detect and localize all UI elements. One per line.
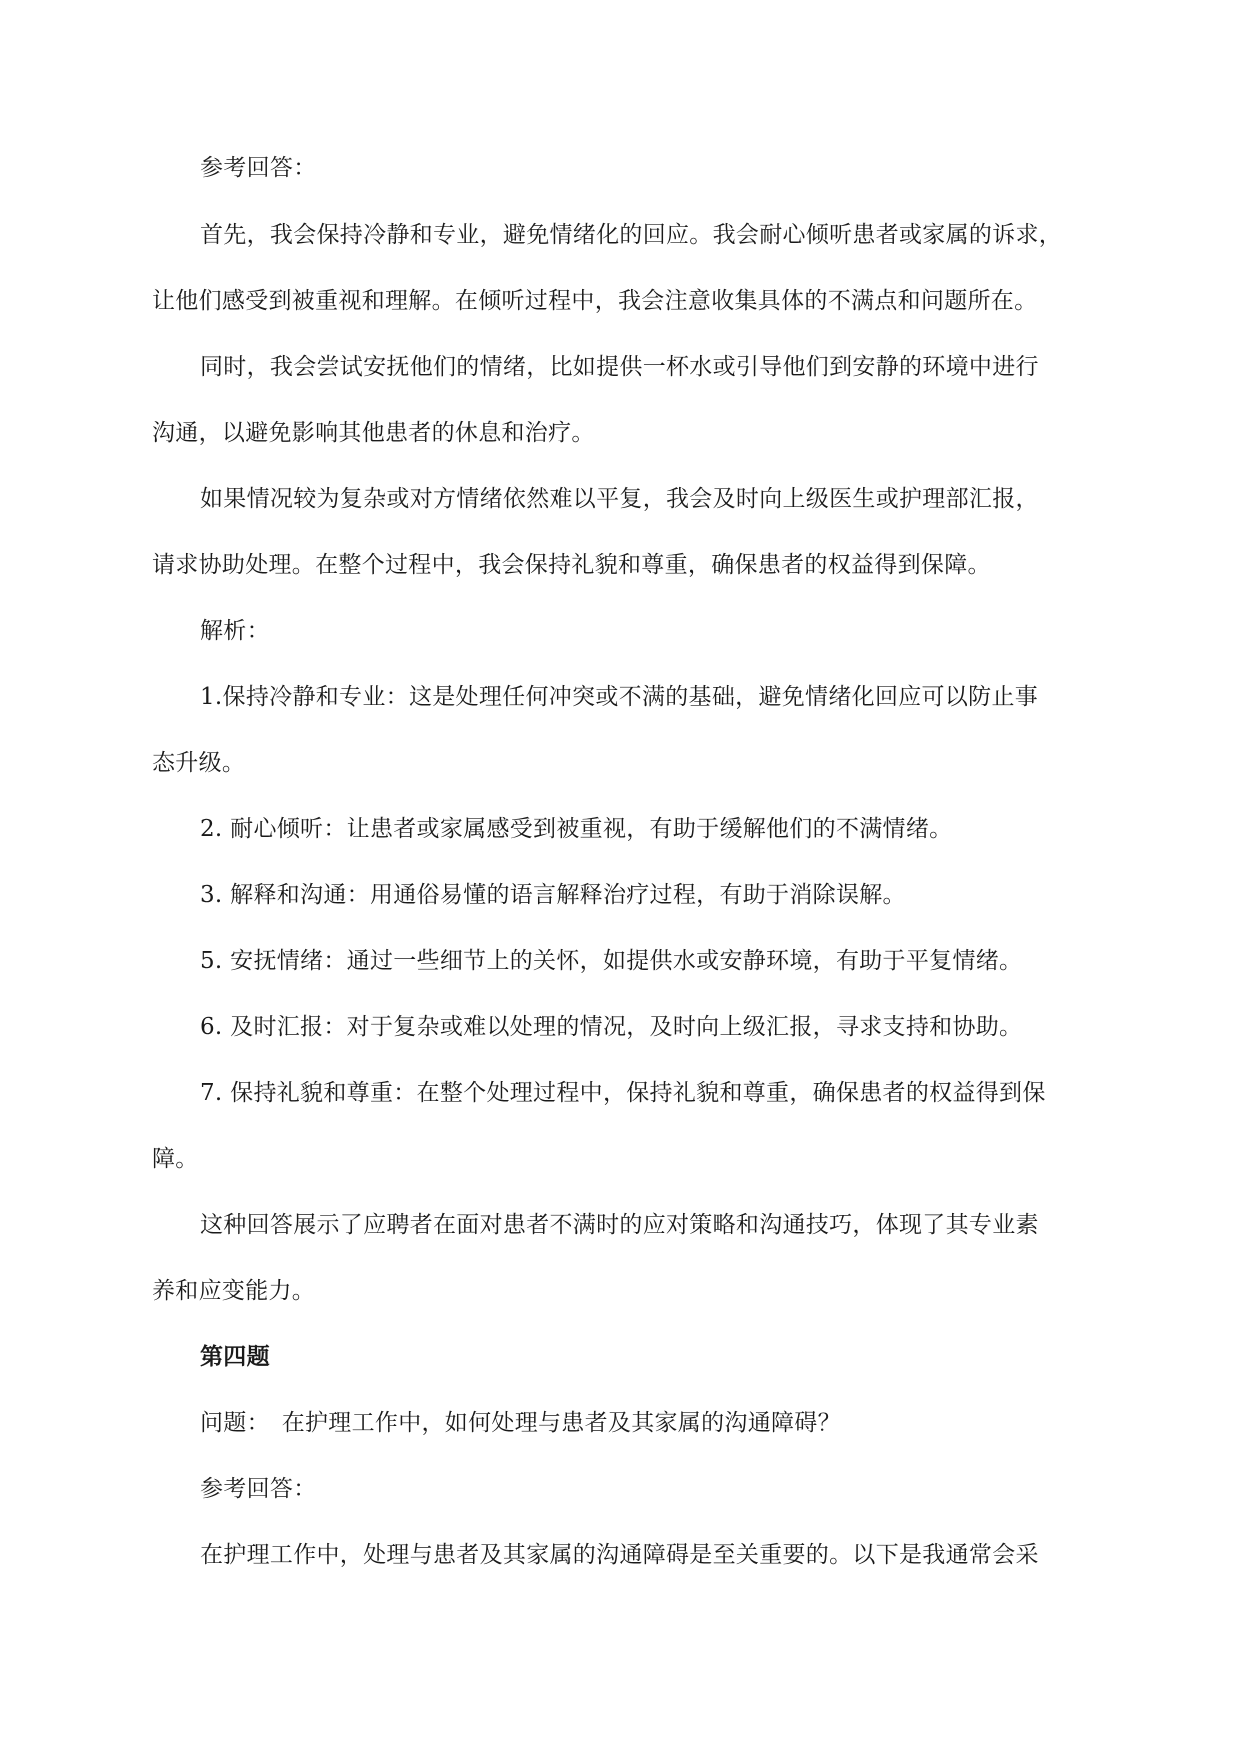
analysis-item: 6. 及时汇报：对于复杂或难以处理的情况，及时向上级汇报，寻求支持和协助。 (200, 1014, 1023, 1040)
analysis-item: 1.保持冷静和专业：这是处理任何冲突或不满的基础，避免情绪化回应可以防止事 (200, 684, 1039, 710)
question-text: 问题： 在护理工作中，如何处理与患者及其家属的沟通障碍？ (200, 1410, 841, 1436)
paragraph-line: 同时，我会尝试安抚他们的情绪，比如提供一杯水或引导他们到安静的环境中进行 (200, 354, 1039, 380)
reference-answer-label: 参考回答： (200, 1476, 317, 1502)
analysis-label: 解析： (200, 618, 270, 644)
analysis-item: 3. 解释和沟通：用通俗易懂的语言解释治疗过程，有助于消除误解。 (200, 882, 906, 908)
paragraph-line: 沟通，以避免影响其他患者的休息和治疗。 (152, 420, 595, 446)
paragraph-line: 让他们感受到被重视和理解。在倾听过程中，我会注意收集具体的不满点和问题所在。 (152, 288, 1038, 314)
summary-line: 养和应变能力。 (152, 1278, 316, 1304)
analysis-item-continuation: 障。 (152, 1146, 199, 1172)
paragraph-line: 如果情况较为复杂或对方情绪依然难以平复，我会及时向上级医生或护理部汇报， (200, 486, 1039, 512)
paragraph-line: 在护理工作中，处理与患者及其家属的沟通障碍是至关重要的。以下是我通常会采 (200, 1542, 1039, 1568)
analysis-item: 7. 保持礼貌和尊重：在整个处理过程中，保持礼貌和尊重，确保患者的权益得到保 (200, 1080, 1046, 1106)
summary-line: 这种回答展示了应聘者在面对患者不满时的应对策略和沟通技巧，体现了其专业素 (200, 1212, 1039, 1238)
paragraph-line: 首先，我会保持冷静和专业，避免情绪化的回应。我会耐心倾听患者或家属的诉求， (200, 222, 1063, 248)
question-heading: 第四题 (200, 1343, 270, 1370)
reference-answer-label: 参考回答： (200, 155, 317, 181)
analysis-item: 2. 耐心倾听：让患者或家属感受到被重视，有助于缓解他们的不满情绪。 (200, 816, 953, 842)
paragraph-line: 请求协助处理。在整个过程中，我会保持礼貌和尊重，确保患者的权益得到保障。 (152, 552, 991, 578)
analysis-item: 5. 安抚情绪：通过一些细节上的关怀，如提供水或安静环境，有助于平复情绪。 (200, 948, 1023, 974)
analysis-item-continuation: 态升级。 (152, 750, 246, 776)
